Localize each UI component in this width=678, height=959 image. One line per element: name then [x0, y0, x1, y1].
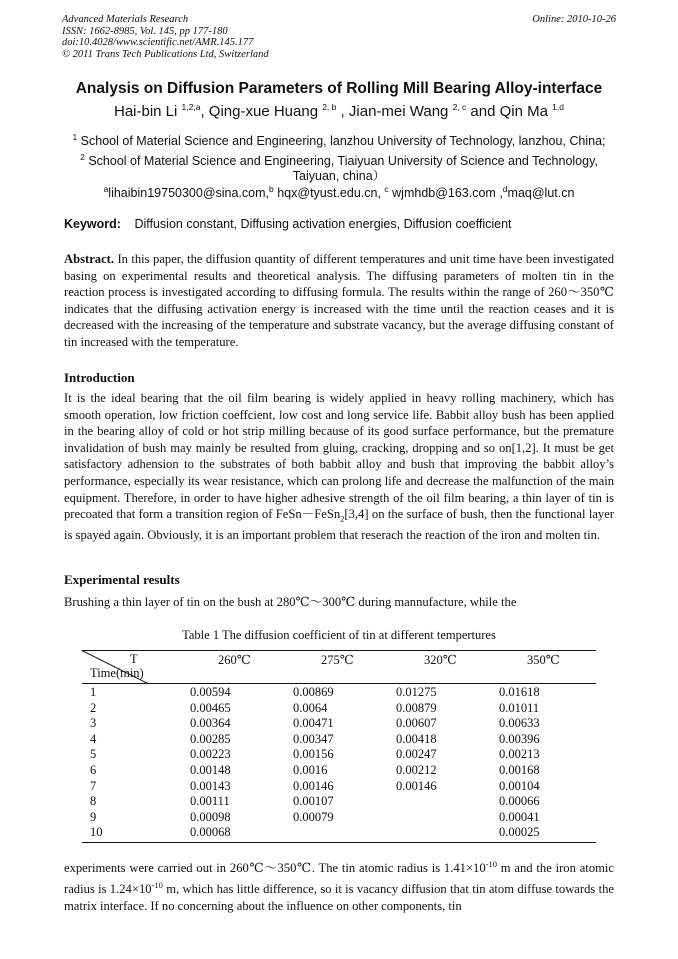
- table-cell: 0.00396: [499, 731, 540, 746]
- table-cell: 0.00041: [499, 809, 540, 824]
- affiliation-mark: 2: [80, 152, 85, 162]
- table-cell: 0.00156: [293, 747, 334, 762]
- affiliation-2: [0, 150, 678, 184]
- journal-header: [62, 14, 269, 60]
- table-cell: 0.00025: [499, 825, 540, 840]
- author-separator: ,: [200, 103, 209, 120]
- exponent: -10: [485, 859, 497, 869]
- table-row-time: 10: [90, 825, 103, 840]
- table-cell: 0.01275: [396, 685, 437, 699]
- introduction-body: [64, 390, 614, 544]
- affiliation-text: School of Material Science and Engineering, Tiaiyuan University of Science and Technology,: [88, 154, 598, 169]
- table-row-time: 4: [90, 731, 97, 746]
- email-address[interactable]: hqx@tyust.edu.cn,: [273, 186, 385, 201]
- experimental-body: Brushing a thin layer of tin on the bush at 280℃～300℃ during mannufacture, while the: [64, 595, 517, 609]
- affiliation-text: Taiyuan, china）: [292, 169, 386, 184]
- table-caption: Table 1 The diffusion coefficient of tin at different tempertures: [182, 628, 496, 642]
- author-affiliation-mark: 1,d: [552, 102, 564, 112]
- table-row-time: 5: [90, 747, 97, 762]
- table-cell: 0.00066: [499, 794, 540, 809]
- table-top-rule: [82, 650, 596, 651]
- table-cell: 0.0064: [293, 700, 328, 715]
- table-cell: 0.00148: [190, 763, 231, 777]
- email-address[interactable]: maq@lut.cn: [507, 186, 575, 201]
- abstract: [64, 251, 614, 351]
- abstract-text: In this paper, the diffusion quantity of different temperatures and unit time have been investigated basing on experimental results and theoretical analysis. The diffusing parameters of molten tin in the reaction process is investigated according to diffusing formula. The results within the range of 260～350℃ indicates that the diffusing activation energy is increased with the time until the reaction ceases and it is decreased with the increasing of the temperature and substrate vacancy, but the average diffusing constant of tin increased with the temperature.: [64, 252, 614, 349]
- continuation-text: m and the iron: [496, 861, 576, 876]
- table-cell: 0.00607: [396, 716, 437, 731]
- online-date: Online: 2010-10-26: [532, 14, 616, 25]
- author-separator: ,: [336, 103, 349, 120]
- experimental-heading: Experimental results: [64, 572, 180, 587]
- table-cell: 0.00285: [190, 731, 231, 746]
- table-column-header: 275℃: [321, 653, 354, 667]
- author-name: Jian-mei Wang: [348, 103, 449, 120]
- affiliation-1: [0, 130, 678, 149]
- table-column-header: 350℃: [527, 653, 560, 667]
- paper-title: Analysis on Diffusion Parameters of Rolling Mill Bearing Alloy-interface: [75, 80, 603, 97]
- table-row-time: 1: [90, 685, 97, 699]
- table-cell: 0.01011: [499, 700, 540, 715]
- introduction-heading: Introduction: [64, 370, 135, 385]
- table-cell: 0.00879: [396, 700, 437, 715]
- table-cell: 0.00146: [293, 778, 334, 793]
- table-row-time: 2: [90, 700, 97, 715]
- table-cell: 0.00465: [190, 700, 231, 715]
- table-cell: 0.00146: [396, 778, 437, 793]
- affiliation-mark: 1: [72, 132, 78, 142]
- table-cell: 0.00107: [293, 794, 334, 809]
- email-address[interactable]: lihaibin19750300@sina.com,: [108, 186, 270, 201]
- table-column-header: 260℃: [218, 653, 251, 667]
- table-corner-top: T: [130, 652, 138, 666]
- introduction-text-cont: [3,4] on the surface of bush, then the functional layer is spayed again. Obviously, it is an important problem that reserach the reaction of the iron and molten tin.: [64, 507, 614, 543]
- author-affiliation-mark: 1,2,a: [181, 102, 201, 112]
- copyright-line: © 2011 Trans Tech Publications Ltd, Switzerland: [62, 48, 269, 60]
- email-mark: a: [103, 184, 109, 194]
- table-cell: 0.00594: [190, 685, 231, 699]
- table-cell: 0.00111: [190, 794, 230, 809]
- table-cell: 0.00223: [190, 747, 231, 762]
- table-row-time: 9: [90, 809, 97, 824]
- keywords-label: Keyword:: [64, 217, 121, 231]
- table-column-header: 320℃: [424, 653, 457, 667]
- table-header-rule: [82, 683, 596, 684]
- table-row-time: 7: [90, 778, 97, 793]
- table-row-time: 8: [90, 794, 97, 809]
- author-line: [0, 102, 678, 120]
- author-separator: and: [466, 103, 500, 120]
- author-affiliation-mark: 2, c: [452, 102, 467, 112]
- table-cell: 0.01618: [499, 685, 540, 699]
- email-mark: c: [384, 184, 389, 194]
- author-name: Hai-bin Li: [114, 103, 178, 120]
- table-bottom-rule: [82, 842, 596, 843]
- table-row-time: 6: [90, 763, 97, 777]
- table-cell: 0.00168: [499, 763, 540, 777]
- table-cell: 0.00418: [396, 731, 437, 746]
- continuation-text: m, which has little difference, so it is vacancy diffusion that tin atom: [162, 881, 515, 896]
- table-cell: 0.00247: [396, 747, 437, 762]
- continuation-text: experiments were carried out in 260℃～350℃. The tin atomic radius is 1.41×10: [64, 861, 486, 876]
- table-cell: 0.00633: [499, 716, 540, 731]
- author-affiliation-mark: 2, b: [322, 102, 337, 112]
- continuation-body: [64, 856, 614, 914]
- email-address[interactable]: wjmhdb@163.com ,: [388, 186, 503, 201]
- email-line: [0, 182, 678, 201]
- abstract-label: Abstract.: [64, 252, 115, 266]
- table-cell: 0.00212: [396, 763, 437, 777]
- email-mark: b: [269, 184, 274, 194]
- table-cell: 0.00869: [293, 685, 334, 699]
- keywords-text: Diffusion constant, Diffusing activation energies, Diffusion coefficient: [134, 217, 512, 231]
- continuation-text: atomic radius is 1.24×10: [64, 861, 614, 896]
- keywords: [64, 217, 512, 231]
- table-cell: 0.00104: [499, 778, 540, 793]
- subscript: 2: [340, 513, 345, 524]
- table-cell: 0.00471: [293, 716, 334, 731]
- journal-name: Advanced Materials Research: [62, 14, 189, 25]
- author-name: Qin Ma: [499, 103, 548, 120]
- table-corner-bottom: Time(min): [90, 666, 144, 680]
- email-mark: d: [502, 184, 508, 194]
- introduction-text: It is the ideal bearing that the oil film bearing is widely applied in heavy rolling machinery, which has smooth operation, low friction coeffcient, low cost and long service life. Babbit alloy bush has been applied in the bearing alloy of cold or hot strip milling because of its good surface performance, but the premature invalidation of bush may mainly be resulted from gluing, cracking, dropping and so on[1,2]. It must be get satisfactory adhension to the substrates of both babbit alloy and bush that improving the babbit alloy’s performance, especially its wear resistance, which can prolong life and decrease the malfunction of the main equipment. Therefore, in order to have higher adhesive strength of the oil film bearing, a thin layer of tin is precoated that form a transition region of FeSn－FeSn: [64, 391, 614, 522]
- table-cell: 0.00143: [190, 778, 231, 793]
- table-row-time: 3: [90, 716, 97, 731]
- table-cell: 0.00068: [190, 825, 231, 840]
- table-cell: 0.00213: [499, 747, 540, 762]
- issn-line: ISSN: 1662-8985, Vol. 145, pp 177-180: [62, 25, 228, 37]
- table-cell: 0.00364: [190, 716, 231, 731]
- table-cell: 0.0016: [293, 763, 328, 777]
- affiliation-text: School of Material Science and Engineering, lanzhou University of Technology, lanzhou, China;: [80, 134, 606, 149]
- table-cell: 0.00079: [293, 809, 334, 824]
- table-cell: 0.00347: [293, 731, 334, 746]
- table-cell: 0.00098: [190, 809, 231, 824]
- author-name: Qing-xue Huang: [208, 103, 319, 120]
- exponent: -10: [151, 879, 163, 890]
- doi-line[interactable]: doi:10.4028/www.scientific.net/AMR.145.177: [62, 37, 254, 48]
- continuation-text: diffuse towards the matrix interface. If no concerning about the influence on other components, tin: [64, 881, 614, 913]
